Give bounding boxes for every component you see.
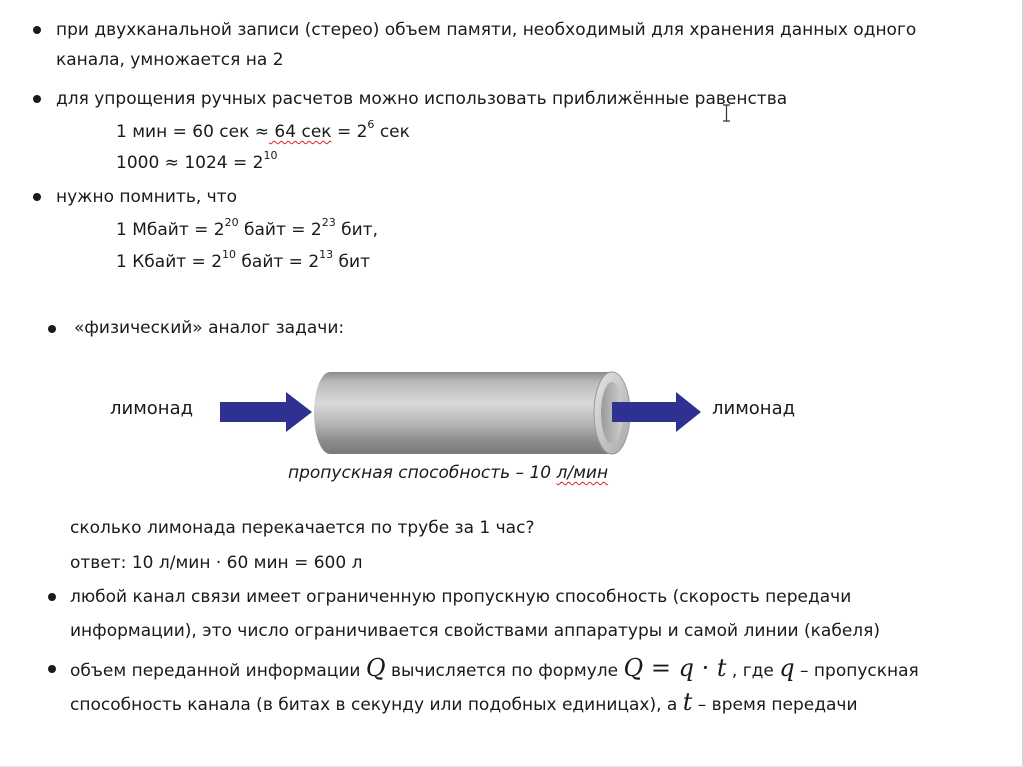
formula: Q = q · t — [623, 654, 727, 682]
approx-symbol: ≈ — [254, 122, 270, 142]
math-symbol: t — [682, 688, 693, 716]
exponent: 6 — [367, 118, 375, 132]
equation-part: 1 Кбайт = 2 — [116, 252, 223, 272]
equation-megabyte — [116, 216, 378, 241]
exponent: 20 — [224, 216, 239, 230]
equation-part: байт = 2 — [236, 252, 320, 272]
question-text: сколько лимонада перекачается по трубе за 1 час? — [70, 518, 535, 538]
text-line: любой канал связи имеет ограниченную пропускную способность (скорость передачи — [70, 587, 852, 607]
equation-part: байт = 2 — [238, 220, 322, 240]
text-part: , где — [726, 661, 780, 681]
text-line: для упрощения ручных расчетов можно использовать приближённые равенства — [56, 89, 788, 109]
math-symbol: Q — [365, 654, 386, 682]
bullet-dot — [48, 665, 56, 673]
equation-thousand — [116, 149, 278, 174]
diagram-caption — [288, 463, 608, 483]
text-cursor-icon — [722, 104, 731, 122]
equation-minutes — [116, 118, 410, 143]
pipe-body — [314, 372, 612, 454]
text-part: – время передачи — [692, 695, 858, 715]
approx-symbol: ≈ — [164, 153, 179, 173]
arrow-right-icon — [220, 392, 312, 432]
math-symbol: q — [779, 654, 795, 682]
label-input: лимонад — [110, 398, 194, 419]
equation-part: бит — [333, 252, 370, 272]
formula-line — [70, 655, 919, 684]
equation-part: сек — [374, 122, 410, 142]
equation-part: бит, — [335, 220, 378, 240]
text-part: объем переданной информации — [70, 661, 366, 681]
exponent: 23 — [321, 216, 336, 230]
text-part: – пропускная — [794, 661, 919, 681]
text-line: информации), это число ограничивается свойствами аппаратуры и самой линии (кабеля) — [70, 621, 880, 641]
equation-part: 1000 — [116, 153, 165, 173]
bullet-dot — [48, 593, 56, 601]
exponent: 13 — [319, 248, 334, 262]
bullet-dot — [33, 26, 41, 34]
caption-unit: л/мин — [556, 463, 609, 483]
equation-part: = 2 — [331, 122, 368, 142]
pipe-diagram — [0, 360, 1024, 480]
equation-part: 1 мин = 60 сек — [116, 122, 255, 142]
text-line: канала, умножается на 2 — [56, 50, 284, 70]
bullet-dot — [33, 193, 41, 201]
text-part: способность канала (в битах в секунду или подобных единицах), а — [70, 695, 683, 715]
exponent: 10 — [263, 149, 278, 163]
equation-part: 1 Мбайт = 2 — [116, 220, 225, 240]
bullet-dot — [48, 325, 56, 333]
text-line: нужно помнить, что — [56, 187, 237, 207]
exponent: 10 — [222, 248, 237, 262]
answer-text: ответ: 10 л/мин · 60 мин = 600 л — [70, 553, 363, 573]
text-line: «физический» аналог задачи: — [74, 318, 345, 338]
equation-part: 64 сек — [269, 122, 332, 142]
text-line: при двухканальной записи (стерео) объем памяти, необходимый для хранения данных одного — [56, 20, 917, 40]
label-output: лимонад — [712, 398, 796, 419]
equation-part: 1024 = 2 — [178, 153, 264, 173]
equation-kilobyte — [116, 248, 370, 273]
text-part: вычисляется по формуле — [385, 661, 624, 681]
bullet-dot — [33, 95, 41, 103]
caption-part: пропускная способность – 10 — [288, 463, 557, 483]
formula-line — [70, 689, 858, 718]
